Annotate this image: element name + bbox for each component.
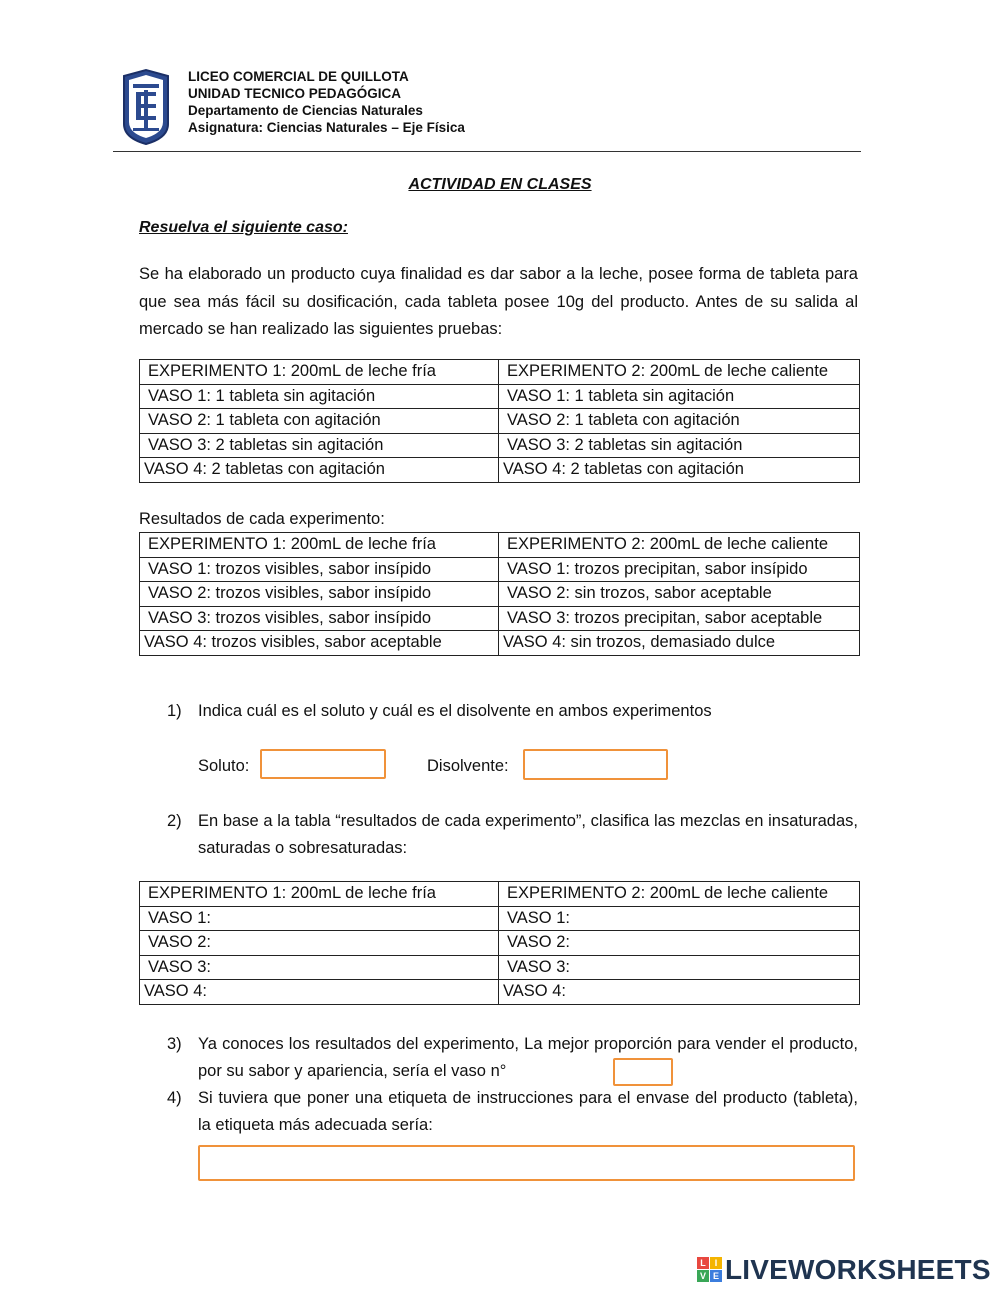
question-3-text: Ya conoces los resultados del experimento, La mejor proporción para vender el producto, por su sabor y apariencia, sería el vaso n° <box>198 1035 858 1080</box>
header-subject: Asignatura: Ciencias Naturales – Eje Física <box>188 120 465 135</box>
table-row <box>140 433 860 458</box>
badge-letter: V <box>697 1270 709 1282</box>
disolvente-label: Disolvente: <box>427 757 509 775</box>
table-cell: VASO 2: 1 tableta con agitación <box>140 409 499 434</box>
table-cell: EXPERIMENTO 1: 200mL de leche fría <box>140 360 499 385</box>
table-cell: VASO 1: <box>140 906 499 931</box>
question-3-number: 3) <box>167 1035 182 1053</box>
vaso-number-input[interactable] <box>613 1058 673 1086</box>
table-cell: EXPERIMENTO 1: 200mL de leche fría <box>140 882 499 907</box>
liveworksheets-badge <box>697 1257 723 1283</box>
table-cell: VASO 1: 1 tableta sin agitación <box>499 384 860 409</box>
table-cell: VASO 1: trozos precipitan, sabor insípido <box>499 557 860 582</box>
table-row <box>140 557 860 582</box>
table-cell: VASO 3: <box>140 955 499 980</box>
page-title: ACTIVIDAD EN CLASES <box>408 176 592 193</box>
table-row <box>140 906 860 931</box>
question-2-number: 2) <box>167 812 182 830</box>
table-cell: VASO 2: 1 tableta con agitación <box>499 409 860 434</box>
table-cell: VASO 3: <box>499 955 860 980</box>
question-4-number: 4) <box>167 1089 182 1107</box>
table-row <box>140 631 860 656</box>
table-cell: VASO 4: 2 tabletas con agitación <box>140 458 499 483</box>
question-2-text: En base a la tabla “resultados de cada experimento”, clasifica las mezclas en insaturadas, saturadas o sobresaturadas: <box>198 812 858 857</box>
question-1-number: 1) <box>167 702 182 720</box>
intro-paragraph: Se ha elaborado un producto cuya finalidad es dar sabor a la leche, posee forma de tableta para que sea más fácil su dosificación, cada tableta posee 10g del producto. Antes de su salida al mercado se han realizado las siguientes pruebas: <box>139 265 858 338</box>
badge-letter: I <box>710 1257 722 1269</box>
table-row <box>140 955 860 980</box>
table-cell: VASO 4: <box>140 980 499 1005</box>
table-row <box>140 533 860 558</box>
question-4-text: Si tuviera que poner una etiqueta de instrucciones para el envase del producto (tableta), la etiqueta más adecuada sería: <box>198 1089 858 1134</box>
section-subtitle: Resuelva el siguiente caso: <box>139 219 348 236</box>
table-cell: EXPERIMENTO 2: 200mL de leche caliente <box>499 533 860 558</box>
header-school-name: LICEO COMERCIAL DE QUILLOTA <box>188 69 409 84</box>
label-answer-input[interactable] <box>198 1145 855 1181</box>
experiments-table <box>139 359 860 483</box>
table-row <box>140 384 860 409</box>
header-department: Departamento de Ciencias Naturales <box>188 103 423 118</box>
table-row <box>140 409 860 434</box>
liveworksheets-logo[interactable]: LIVEWORKSHEETS <box>725 1254 991 1285</box>
soluto-label: Soluto: <box>198 757 250 775</box>
table-cell: VASO 4: sin trozos, demasiado dulce <box>499 631 860 656</box>
table-cell: VASO 2: trozos visibles, sabor insípido <box>140 582 499 607</box>
table-cell: VASO 4: trozos visibles, sabor aceptable <box>140 631 499 656</box>
school-crest <box>120 68 172 146</box>
table-cell: EXPERIMENTO 2: 200mL de leche caliente <box>499 882 860 907</box>
table-row <box>140 582 860 607</box>
disolvente-input[interactable] <box>523 749 668 780</box>
table-row <box>140 606 860 631</box>
table-cell: VASO 1: 1 tableta sin agitación <box>140 384 499 409</box>
table-row <box>140 980 860 1005</box>
question-1-text: Indica cuál es el soluto y cuál es el disolvente en ambos experimentos <box>198 702 712 720</box>
table-cell: EXPERIMENTO 1: 200mL de leche fría <box>140 533 499 558</box>
table-cell: VASO 4: 2 tabletas con agitación <box>499 458 860 483</box>
table-row <box>140 931 860 956</box>
table-cell: VASO 1: <box>499 906 860 931</box>
table-row <box>140 458 860 483</box>
header-unit: UNIDAD TECNICO PEDAGÓGICA <box>188 86 402 101</box>
table-cell: VASO 3: trozos precipitan, sabor aceptable <box>499 606 860 631</box>
table-cell: VASO 4: <box>499 980 860 1005</box>
table-cell: VASO 2: <box>499 931 860 956</box>
badge-letter: E <box>710 1270 722 1282</box>
table-cell: VASO 3: 2 tabletas sin agitación <box>140 433 499 458</box>
table-cell: VASO 2: <box>140 931 499 956</box>
results-table <box>139 532 860 656</box>
soluto-input[interactable] <box>260 749 386 779</box>
results-caption: Resultados de cada experimento: <box>139 510 385 528</box>
table-cell: VASO 1: trozos visibles, sabor insípido <box>140 557 499 582</box>
table-cell: VASO 3: 2 tabletas sin agitación <box>499 433 860 458</box>
table-cell: VASO 3: trozos visibles, sabor insípido <box>140 606 499 631</box>
table-row <box>140 360 860 385</box>
header-divider <box>113 151 861 152</box>
table-row <box>140 882 860 907</box>
table-cell: EXPERIMENTO 2: 200mL de leche caliente <box>499 360 860 385</box>
badge-letter: L <box>697 1257 709 1269</box>
classification-table <box>139 881 860 1005</box>
table-cell: VASO 2: sin trozos, sabor aceptable <box>499 582 860 607</box>
